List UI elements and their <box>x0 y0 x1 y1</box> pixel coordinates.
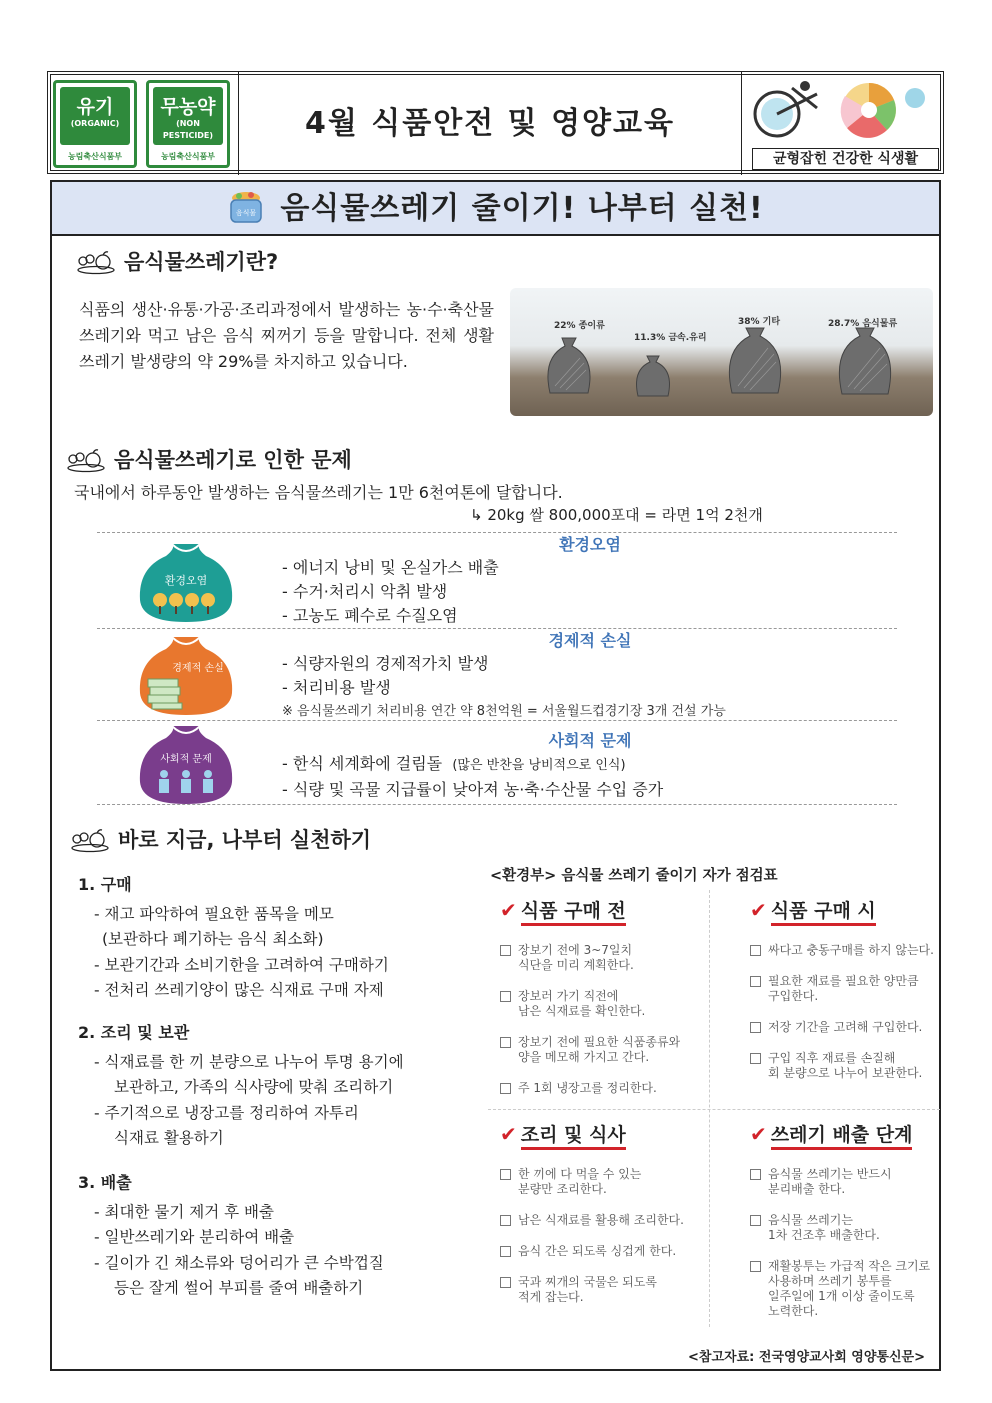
list-item: - 보관기간과 소비기한을 고려하여 구매하기 <box>94 955 389 974</box>
list-item: - 처리비용 발생 <box>282 678 391 697</box>
social-list <box>282 752 663 802</box>
list-item: - 일반쓰레기와 분리하여 배출 <box>94 1228 295 1246</box>
list-item: - 수거·처리시 악취 발생 <box>282 582 448 601</box>
svg-text:경제적 손실: 경제적 손실 <box>172 663 224 674</box>
svg-text:환경오염: 환경오염 <box>164 574 208 587</box>
step-disposal <box>78 1170 384 1302</box>
list-item: - 전처리 쓰레기양이 많은 식재료 구매 자제 <box>94 981 384 999</box>
daily-amount-text: 국내에서 하루동안 발생하는 음식물쓰레기는 1만 6천여톤에 달합니다. <box>74 483 563 502</box>
checklist-item: 재활봉투는 가급적 작은 크기로 사용하며 쓰레기 봉투를 일주일에 1개 이상 줄이도록 노력한다. <box>750 1259 940 1319</box>
bag-label-other: 38% 기타 <box>738 317 781 327</box>
checklist-item: 주 1회 냉장고를 정리한다. <box>500 1081 705 1096</box>
step-heading: 3. 배출 <box>78 1173 132 1192</box>
organic-logo <box>53 80 137 168</box>
banner <box>52 182 939 236</box>
header <box>47 71 944 174</box>
social-bag-icon <box>136 726 236 808</box>
waste-composition-image <box>510 288 933 416</box>
economic-note: ※ 음식물쓰레기 처리비용 연간 약 8천억원 = 서울월드컵경기장 3개 건설 가능 <box>282 704 726 719</box>
bag-label-food: 28.7% 음식물류 <box>828 319 898 329</box>
section-title-text: 음식물쓰레기로 인한 문제 <box>114 448 352 472</box>
balanced-diet-image <box>742 72 945 175</box>
checkmark-icon: ✔ <box>750 898 767 922</box>
step-cook-store <box>78 1020 404 1152</box>
divider <box>97 628 897 629</box>
section-title-practice <box>70 824 371 854</box>
list-item: 보관하고, 가족의 식사량에 맞춰 조리하기 <box>114 1078 394 1096</box>
fruit-doodle-icon <box>76 251 116 275</box>
list-item: (보관하다 폐기하는 음식 최소화) <box>102 930 324 948</box>
non-pesticide-logo <box>146 80 230 168</box>
economic-bag-icon <box>136 637 236 719</box>
non-pesticide-logo-title: 무농약 <box>160 96 216 118</box>
list-item: 식재료 활용하기 <box>114 1129 224 1147</box>
checklist-item: 장보기 전에 3~7일치 식단을 미리 계획한다. <box>500 943 705 973</box>
checklist-item: 싸다고 충동구매를 하지 않는다. <box>750 943 940 958</box>
header-caption: 균형잡힌 건강한 식생활 <box>752 148 939 170</box>
fruit-doodle-icon <box>70 829 110 853</box>
organic-logo-foot: 농림축산식품부 <box>67 152 123 161</box>
checkmark-icon: ✔ <box>750 1122 767 1146</box>
checklist-during-purchase: ✔ 식품 구매 시 싸다고 충동구매를 하지 않는다. 필요한 재료를 필요한 양만큼 구입한다. 저장 기간을 고려해 구입한다. 구입 직후 재료를 손질해 회 분량으로 나누어 보관한다. <box>750 896 940 1097</box>
checklist-item: 장보기 전에 필요한 식품종류와 양을 메모해 가지고 간다. <box>500 1035 705 1065</box>
list-item: - 식재료를 한 끼 분량으로 나누어 투명 용기에 <box>94 1052 404 1071</box>
environment-bag-icon <box>136 544 236 626</box>
list-item: - 식량 및 곡물 지급률이 낮아져 농·축·수산물 수입 증가 <box>282 780 664 799</box>
section-title-problems <box>66 444 352 474</box>
checklist-cooking: ✔ 조리 및 식사 한 끼에 다 먹을 수 있는 분량만 조리한다. 남은 식재료를 활용해 조리한다. 음식 간은 되도록 싱겁게 한다. 국과 찌개의 국물은 되도록 적게 잡는다. <box>500 1120 705 1321</box>
checklist-item: 남은 식재료를 활용해 조리한다. <box>500 1213 705 1228</box>
checkmark-icon: ✔ <box>500 1122 517 1146</box>
section-title-definition <box>76 246 278 276</box>
daily-amount-equivalent: ↳ 20kg 쌀 800,000포대 = 라면 1억 2천개 <box>470 506 763 524</box>
organic-logo-title: 유기 <box>76 96 114 118</box>
checklist-item: 음식물 쓰레기는 반드시 분리배출 한다. <box>750 1167 940 1197</box>
checklist-item: 필요한 재료를 필요한 양만큼 구입한다. <box>750 974 940 1004</box>
checkmark-icon: ✔ <box>500 898 517 922</box>
step-purchase <box>78 872 389 1004</box>
divider <box>97 532 897 533</box>
checklist-title: <환경부> 음식물 쓰레기 줄이기 자가 점검표 <box>490 868 778 884</box>
checklist-before-purchase: ✔ 식품 구매 전 장보기 전에 3~7일치 식단을 미리 계획한다. 장보러 가기 직전에 남은 식재료를 확인한다. 장보기 전에 필요한 식품종류와 양을 메모해 가지고 간다. 주 1회 냉장고를 정리한다. <box>500 896 705 1112</box>
step-heading: 2. 조리 및 보관 <box>78 1023 190 1042</box>
bag-label-paper: 22% 종이류 <box>554 321 605 331</box>
list-item: - 한식 세계화에 걸림돌 (많은 반찬을 낭비적으로 인식) <box>282 754 626 773</box>
bag-label-metal-glass: 11.3% 금속.유리 <box>634 333 707 343</box>
checklist-item: 장보러 가기 직전에 남은 식재료를 확인한다. <box>500 989 705 1019</box>
main-content: 음식물 음식물쓰레기 줄이기! 나부터 실천! 음식물쓰레기란? 식품의 생산·유통·가공·조리과정에서 발생하는 농·수·축산물 쓰레기와 먹고 남은 음식 찌꺼기 등을 말합니다. 전체 생활쓰레기 발생량의 약 29%를 차지하고 있습니다. 22% 종이류 11.3% 금속.유리 38% 기타 28.7% 음식물류 음식물쓰레기로 인한 문제 국내에서 하루동안 발생하는 음식물쓰레기는 1만 6천여톤에 달합니다. ↳ 20kg 쌀 800,000포대 = 라면 1억 2천개 환경오염 환경오염 - 에너지 낭비 및 온실가스 배출 - 수거·처리시 악취 발생 - 고농도 폐수로 수질오염 경제적 손실 경제적 손실 - 식량자원의 경제적가치 발생 - 처리비용 발생 ※ 음식물쓰레기 처리비용 연간 약 8천억원 = 서울월드컵경기장 3개 건설 가능 사회적 문제 사회적 문제 - 한식 세계화에 걸림돌 (많은 반찬을 낭비적으로 인식) - 식량 및 곡물 지급률이 낮아져 농·축·수산물 수입 증가 바로 지금, 나부터 실천하기 1. 구매 - 재고 파악하여 필요한 품목을 메모 (보관하다 폐기하는 음식 최소화) - 보관기간과 소비기한을 고려하여 구매하기 - 전처리 쓰레기양이 많은 식재료 구매 자제 2. 조리 및 보관 - 식재료를 한 끼 분량으로 나누어 투명 용기에 보관하고, 가족의 식사량에 맞춰 조리하기 - 주기적으로 냉장고를 정리하여 자투리 식재료 활용하기 3. 배출 - 최대한 물기 제거 후 배출 - 일반쓰레기와 분리하여 배출 - 길이가 긴 채소류와 덩어리가 큰 수박껍질 등은 잘게 썰어 부피를 줄여 배출하기 <환경부> 음식물 쓰레기 줄이기 자가 점검표 ✔ 식품 구매 전 장보기 전에 3~7일치 식단을 미리 계획한다. 장보러 가기 직전에 남은 식재료를 확인한다. 장보기 전에 필요한 식품종류와 양을 메모해 가지고 간다. 주 1회 냉장고를 정리한다. ✔ 식품 구매 시 싸다고 충동구매를 하지 않는다. 필요한 재료를 필요한 양만큼 구입한다. 저장 기간을 고려해 구입한다. 구입 직후 재료를 손질해 회 분량으로 나누어 보관한다. ✔ 조리 및 식사 한 끼에 다 먹을 수 있는 분량만 조리한다. 남은 식재료를 활용해 조리한다. 음식 간은 되도록 싱겁게 한다. 국과 찌개의 국물은 되도록 적게 잡는다. ✔ 쓰레기 배출 단계 음식물 쓰레기는 반드시 분리배출 한다. 음식물 쓰레기는 1차 건조후 배출한다. 재활봉투는 가급적 작은 크기로 사용하며 쓰레기 봉투를 일주일에 1개 이상 줄이도록 노력한다. <참고자료: 전국영양교사회 영양통신문> <box>50 180 941 1371</box>
list-item: - 길이가 긴 채소류와 덩어리가 큰 수박껍질 <box>94 1253 384 1272</box>
reference-note: <참고자료: 전국영양교사회 영양통신문> <box>688 1350 925 1365</box>
list-item: - 고농도 폐수로 수질오염 <box>282 606 458 625</box>
checklist-item: 한 끼에 다 먹을 수 있는 분량만 조리한다. <box>500 1167 705 1197</box>
food-waste-bin-icon <box>227 189 265 229</box>
svg-text:음식물: 음식물 <box>236 209 257 217</box>
checklist-disposal: ✔ 쓰레기 배출 단계 음식물 쓰레기는 반드시 분리배출 한다. 음식물 쓰레기는 1차 건조후 배출한다. 재활봉투는 가급적 작은 크기로 사용하며 쓰레기 봉투를 일주일에 1개 이상 줄이도록 노력한다. <box>750 1120 940 1335</box>
checklist-item: 음식 간은 되도록 싱겁게 한다. <box>500 1244 705 1259</box>
environment-list <box>282 556 499 628</box>
self-checklist <box>488 888 940 1333</box>
economic-list <box>282 652 726 724</box>
page-title: 4월 식품안전 및 영양교육 <box>238 72 742 175</box>
list-item: - 최대한 물기 제거 후 배출 <box>94 1202 274 1221</box>
checklist-item: 국과 찌개의 국물은 되도록 적게 잡는다. <box>500 1275 705 1305</box>
divider <box>97 720 897 721</box>
section-title-text: 음식물쓰레기란? <box>124 250 279 274</box>
list-item: - 재고 파악하여 필요한 품목을 메모 <box>94 904 334 923</box>
fruit-doodle-icon <box>66 449 106 473</box>
garbage-bags-icon <box>510 288 933 416</box>
checklist-item: 구입 직후 재료를 손질해 회 분량으로 나누어 보관한다. <box>750 1051 940 1081</box>
bicycle-food-wheel-icon <box>747 78 937 140</box>
non-pesticide-logo-foot: 농림축산식품부 <box>160 152 216 161</box>
non-pesticide-logo-sub: (NON PESTICIDE) <box>162 119 214 140</box>
list-item: - 에너지 낭비 및 온실가스 배출 <box>282 558 499 577</box>
definition-text: 식품의 생산·유통·가공·조리과정에서 발생하는 농·수·축산물 쓰레기와 먹고 남은 음식 찌꺼기 등을 말합니다. 전체 생활쓰레기 발생량의 약 29%를 차지하고 있습니다. <box>79 300 494 371</box>
step-heading: 1. 구매 <box>78 875 132 894</box>
list-item: 등은 잘게 썰어 부피를 줄여 배출하기 <box>114 1279 364 1297</box>
banner-title: 음식물쓰레기 줄이기! 나부터 실천! <box>280 191 764 226</box>
section-title-text: 바로 지금, 나부터 실천하기 <box>118 828 372 852</box>
checklist-item: 음식물 쓰레기는 1차 건조후 배출한다. <box>750 1213 940 1243</box>
list-item: - 주기적으로 냉장고를 정리하여 자투리 <box>94 1103 359 1122</box>
organic-logo-sub: (ORGANIC) <box>70 119 120 128</box>
divider <box>97 804 897 805</box>
list-item: - 식량자원의 경제적가치 발생 <box>282 654 489 673</box>
checklist-item: 저장 기간을 고려해 구입한다. <box>750 1020 940 1035</box>
svg-text:사회적 문제: 사회적 문제 <box>160 754 212 765</box>
